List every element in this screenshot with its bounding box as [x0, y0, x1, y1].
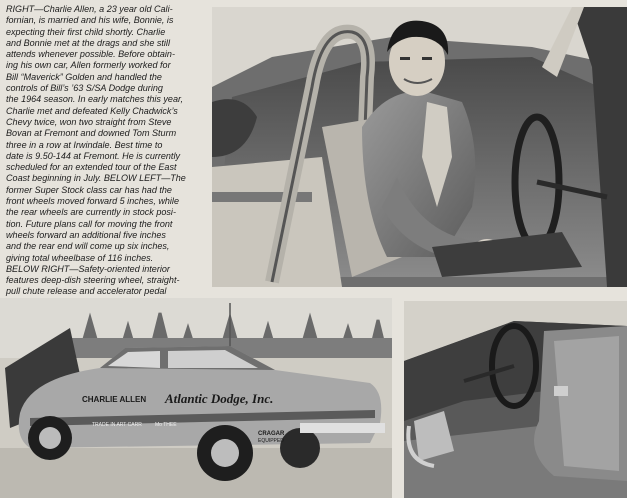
photo-driver-in-cockpit: [212, 7, 627, 287]
interior-photo-illustration: [404, 301, 627, 498]
car-tagline: TRADE IN ART CARR: [92, 422, 142, 428]
caption-line: tion. Future plans call for moving the front: [6, 218, 173, 229]
car-rear-label-2: EQUIPPED: [258, 438, 284, 444]
caption-line: attends whenever possible. Before obtain-: [6, 49, 175, 60]
caption-line: fornian, is married and his wife, Bonnie, is: [6, 15, 174, 26]
caption-line: features deep-dish steering wheel, straight-: [6, 275, 180, 286]
caption-line: date is 9.50-144 at Fremont. He is currently: [6, 150, 180, 161]
car-small-label: Mo THEE: [155, 422, 177, 428]
article-caption: [6, 4, 210, 297]
caption-line: giving total wheelbase of 116 inches.: [6, 252, 154, 263]
caption-line: Chevy twice, won two straight from Steve: [6, 116, 172, 127]
caption-line: former Super Stock class car has had the: [6, 184, 172, 195]
caption-line: and Bonnie met at the drags and she still: [6, 37, 170, 48]
caption-line: scheduled for an extended tour of the East: [6, 162, 177, 173]
caption-line: front wheels moved forward 5 inches, while: [6, 196, 179, 207]
caption-line: and the rear end will come up six inches,: [6, 241, 170, 252]
caption-line: the rear wheels are currently in stock posi-: [6, 207, 176, 218]
car-rear-label-1: CRAGAR: [258, 431, 285, 437]
caption-line: controls of Bill’s ’63 S/SA Dodge during: [6, 83, 163, 94]
caption-line: wheels forward an additional five inches: [6, 229, 166, 240]
car-door-name: CHARLIE ALLEN: [82, 395, 147, 404]
photo-car-interior: [404, 301, 627, 498]
caption-line: Bovan at Fremont and downed Tom Sturm: [6, 128, 177, 139]
caption-line: pull chute release and accelerator pedal: [6, 286, 167, 297]
photo-race-car: [0, 298, 392, 498]
car-sponsor-lettering: Atlantic Dodge, Inc.: [165, 391, 274, 406]
car-photo-illustration: [0, 298, 392, 498]
caption-line: the 1964 season. In early matches this year,: [6, 94, 184, 105]
caption-line: Coast beginning in July. BELOW LEFT—The: [6, 173, 186, 184]
caption-line: Bill “Maverick” Golden and handled the: [6, 71, 162, 82]
caption-line: expecting their first child shortly. Charlie: [6, 26, 166, 37]
caption-line: Charlie met and defeated Kelly Chadwick’s: [6, 105, 178, 116]
caption-line: RIGHT—Charlie Allen, a 23 year old Cali-: [6, 4, 173, 14]
driver-photo-illustration: [212, 7, 627, 287]
caption-line: ing his own car, Allen formerly worked for: [6, 60, 171, 71]
caption-line: three in a row at Irwindale. Best time to: [6, 139, 163, 150]
caption-line: BELOW RIGHT—Safety-oriented interior: [6, 263, 170, 274]
